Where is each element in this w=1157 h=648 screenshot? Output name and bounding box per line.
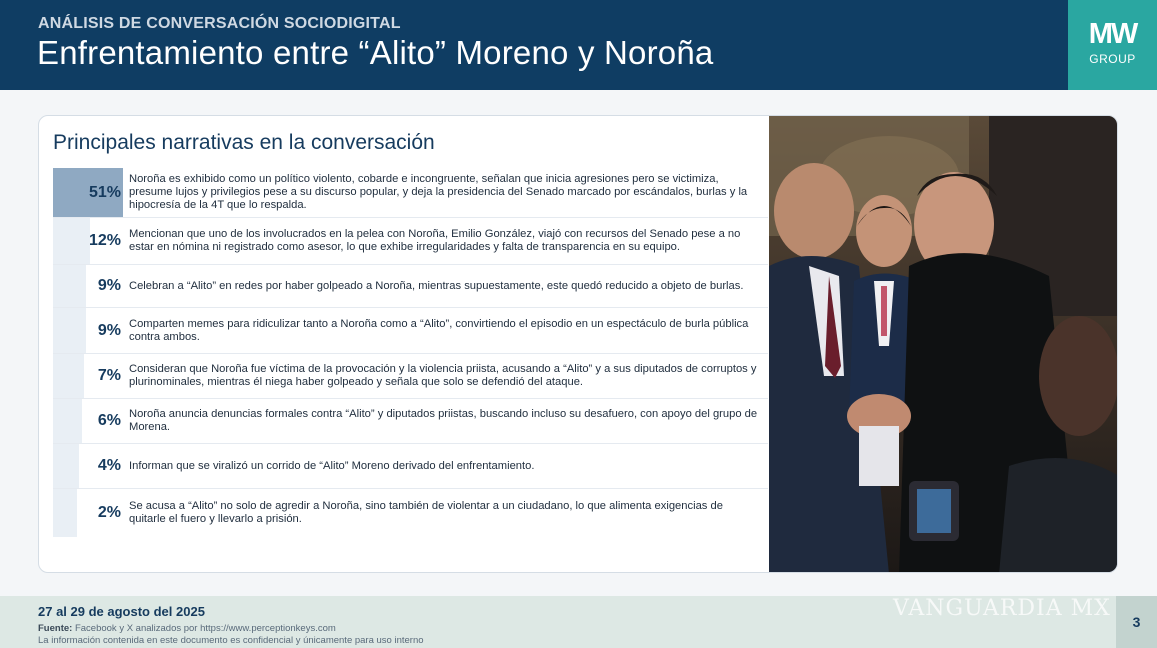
percent-label: 9% [97, 277, 121, 294]
narrative-percent [53, 168, 123, 217]
narrative-text: Mencionan que uno de los involucrados en la pelea con Noroña, Emilio González, viajó con recursos del Senado pese a no estar en nómina ni registrado como asesor, lo que exhibe irregularidades y falta de transparencia en su equipo. [129, 228, 741, 253]
page-title: Enfrentamiento entre “Alito” Moreno y Noroña [37, 34, 714, 71]
percent-bar [53, 354, 84, 398]
narrative-percent [53, 354, 123, 398]
narrative-percent [53, 218, 123, 264]
percent-label: 4% [97, 457, 121, 474]
percent-bar [53, 444, 79, 488]
percent-bar [53, 218, 90, 264]
confidentiality-note: La información contenida en este documento es confidencial y únicamente para uso interno [38, 635, 424, 646]
percent-bar [53, 489, 77, 537]
logo-mark: MW [1088, 18, 1137, 50]
percent-label: 51% [88, 183, 121, 201]
supertitle: ANÁLISIS DE CONVERSACIÓN SOCIODIGITAL [38, 15, 401, 32]
narrative-row [53, 168, 768, 218]
narrative-row [53, 444, 768, 489]
narrative-text: Noroña anuncia denuncias formales contra “Alito” y diputados priistas, buscando incluso su desafuero, con apoyo del grupo de Morena. [129, 408, 758, 433]
mw-group-logo [1068, 0, 1157, 90]
source-label: Fuente: [38, 623, 73, 634]
narrative-row [53, 399, 768, 444]
report-date: 27 al 29 de agosto del 2025 [38, 604, 205, 619]
confrontation-photo [769, 116, 1118, 573]
watermark: VANGUARDIA MX [893, 596, 1111, 621]
source-line [38, 623, 336, 634]
percent-bar [53, 265, 86, 307]
page-number: 3 [1116, 596, 1157, 648]
percent-label: 2% [97, 504, 121, 521]
narrative-text: Se acusa a “Alito” no solo de agredir a Noroña, sino también de violentar a un ciudadano, lo que alimenta exigencias de quitarle el fuero y llevarlo a prisión. [129, 500, 723, 525]
narrative-percent [53, 265, 123, 307]
narrative-text: Noroña es exhibido como un político violento, cobarde e incongruente, señalan que inicia agresiones pero se victimiza, presume lujos y privilegios pese a su discurso popular, y deja la presidencia del Senado marcado por escándalos, burlas y la hipocresía de la 4T que lo respalda. [129, 173, 748, 211]
narrative-text: Comparten memes para ridiculizar tanto a Noroña como a “Alito”, convirtiendo el episodio en un espectáculo de burla pública contra ambos. [129, 317, 749, 343]
photo-illustration [769, 116, 1118, 573]
narratives-list [53, 168, 768, 537]
percent-bar [53, 308, 86, 353]
logo-sub: GROUP [1089, 52, 1136, 66]
narrative-row [53, 218, 768, 265]
narrative-row [53, 354, 768, 399]
narrative-text: Consideran que Noroña fue víctima de la provocación y la violencia priista, acusando a “Alito” y a sus diputados de corruptos y plurinominales, mientras él niega haber golpeado y señala que solo se defendió del ataque. [129, 363, 757, 388]
narrative-percent [53, 444, 123, 488]
narrative-row [53, 308, 768, 354]
narrative-row [53, 489, 768, 537]
narrative-text: Celebran a “Alito” en redes por haber golpeado a Noroña, mientras supuestamente, este quedó reducido a objeto de burlas. [129, 279, 744, 292]
narrative-percent [53, 308, 123, 353]
narrative-text: Informan que se viralizó un corrido de “Alito” Moreno derivado del enfrentamiento. [129, 459, 535, 472]
source-text: Facebook y X analizados por https://www.perceptionkeys.com [74, 623, 336, 634]
footer [0, 596, 1157, 648]
narrative-row [53, 265, 768, 308]
percent-label: 12% [88, 232, 121, 249]
header-banner [0, 0, 1157, 90]
percent-bar [53, 399, 82, 443]
card-title: Principales narrativas en la conversación [53, 131, 435, 154]
narrative-percent [53, 489, 123, 537]
percent-label: 7% [97, 367, 121, 384]
percent-label: 6% [97, 412, 121, 429]
narrative-percent [53, 399, 123, 443]
percent-label: 9% [97, 321, 121, 339]
narratives-card [38, 115, 1118, 573]
